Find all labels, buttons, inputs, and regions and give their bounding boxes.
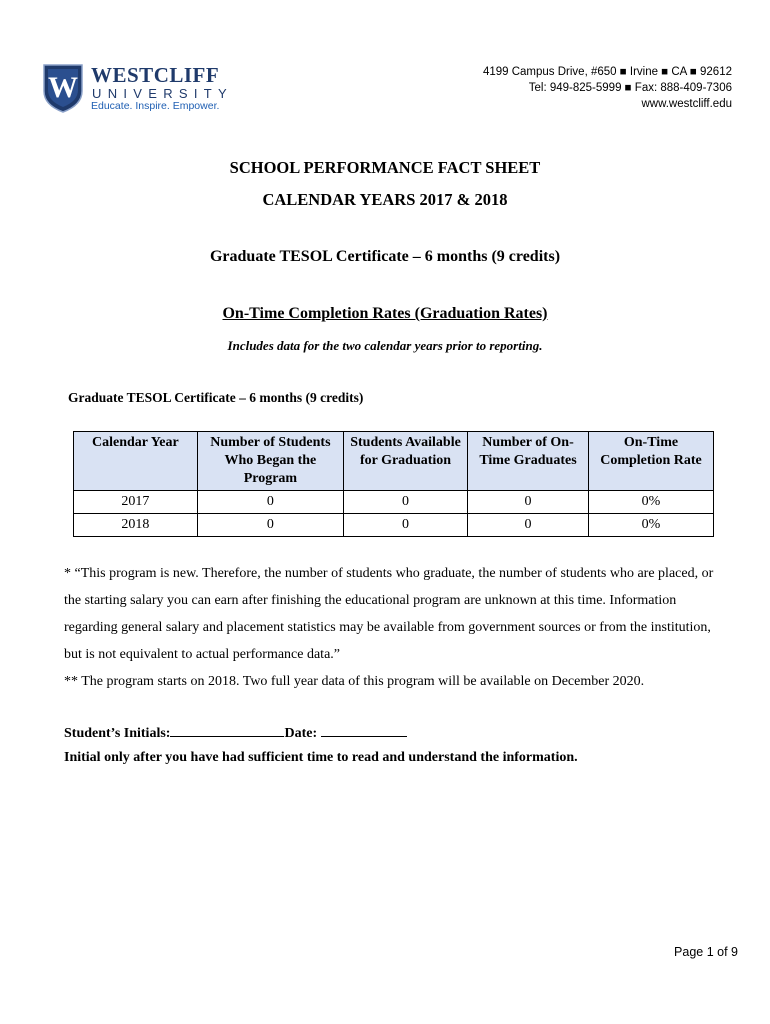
- notes-block: [64, 560, 724, 695]
- table-header-row: [74, 432, 714, 491]
- signature-line: [64, 722, 407, 742]
- initial-instruction: Initial only after you have had sufficient time to read and understand the information.: [64, 750, 578, 765]
- document-title: SCHOOL PERFORMANCE FACT SHEET: [229, 158, 541, 177]
- table-cell: 0%: [588, 491, 713, 514]
- logo-tagline: Educate. Inspire. Empower.: [91, 100, 220, 112]
- program-start-note: ** The program starts on 2018. Two full year data of this program will be available on December 2020.: [64, 674, 645, 689]
- svg-text:W: W: [48, 71, 78, 104]
- completion-rates-table: [73, 431, 714, 537]
- initials-label: Student’s Initials:: [64, 726, 171, 741]
- table-cell: 0%: [588, 514, 713, 537]
- address: 4199 Campus Drive, #650 ■ Irvine ■ CA ■ 92612: [482, 66, 732, 78]
- table-cell: 0: [344, 514, 468, 537]
- program-new-note: * “This program is new. Therefore, the number of students who graduate, the number of students who are placed, or the starting salary you can earn after finishing the educational program are unknown at this time. Information regarding general salary and placement statistics may be available from government sources or from the institution, but is not equivalent to actual performance data.”: [64, 566, 714, 662]
- website-link[interactable]: www.westcliff.edu: [641, 98, 732, 110]
- table-cell: 2017: [74, 491, 198, 514]
- program-title: Graduate TESOL Certificate – 6 months (9 credits): [209, 248, 561, 265]
- date-field[interactable]: [321, 722, 407, 737]
- table-cell: 0: [197, 514, 343, 537]
- table-cell: 0: [468, 514, 589, 537]
- header-calendar-year: Calendar Year: [74, 432, 198, 491]
- calendar-years: CALENDAR YEARS 2017 & 2018: [262, 190, 508, 209]
- logo-name: WESTCLIFF: [91, 63, 220, 87]
- westcliff-logo: [42, 63, 232, 115]
- section-heading: On-Time Completion Rates (Graduation Rates): [222, 305, 548, 322]
- table-cell: 2018: [74, 514, 198, 537]
- page-number: Page 1 of 9: [674, 945, 738, 959]
- header-students-began: Number of Students Who Began the Program: [197, 432, 343, 491]
- table-row: [74, 514, 714, 537]
- shield-logo-icon: [42, 63, 84, 113]
- section-subtitle: Includes data for the two calendar years prior to reporting.: [227, 338, 543, 353]
- contact-block: [483, 64, 732, 112]
- header-on-time-graduates: Number of On-Time Graduates: [468, 432, 589, 491]
- header-completion-rate: On-Time Completion Rate: [588, 432, 713, 491]
- table-row: [74, 491, 714, 514]
- table-cell: 0: [468, 491, 589, 514]
- logo-university: UNIVERSITY: [92, 86, 234, 101]
- table-cell: 0: [344, 491, 468, 514]
- date-label: Date:: [284, 726, 318, 741]
- phone-fax: Tel: 949-825-5999 ■ Fax: 888-409-7306: [528, 82, 732, 94]
- table-caption: Graduate TESOL Certificate – 6 months (9 credits): [68, 390, 364, 405]
- initials-field[interactable]: [170, 722, 284, 737]
- table-cell: 0: [197, 491, 343, 514]
- header-students-available: Students Available for Graduation: [344, 432, 468, 491]
